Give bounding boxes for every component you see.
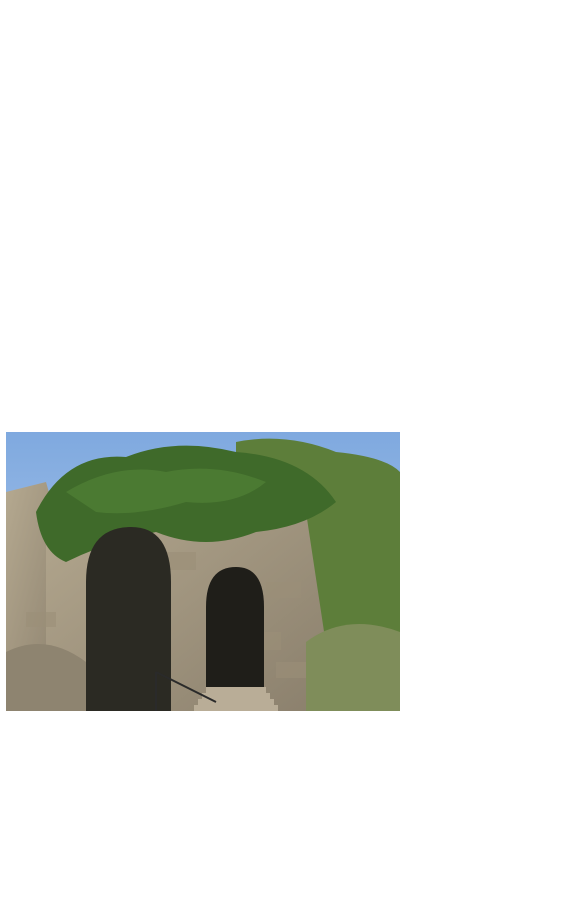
sea-gate-photo [6,432,400,711]
sea-gate-image [6,432,400,711]
